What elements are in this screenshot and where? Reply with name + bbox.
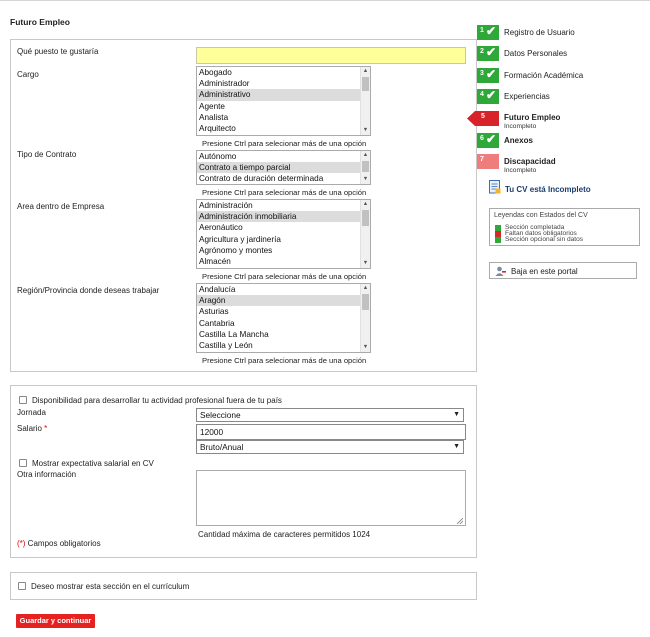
list-option[interactable]: Andalucía <box>199 285 236 294</box>
legend-item-text: Sección completada <box>505 224 565 231</box>
legend-item-text: Sección opcional sin datos <box>505 236 584 243</box>
ctrl-hint: Presione Ctrl para selecionar más de una opción <box>202 139 367 148</box>
scrollbar[interactable] <box>360 67 370 135</box>
current-step-arrow-icon <box>467 111 499 126</box>
puesto-input[interactable] <box>196 47 466 64</box>
salario-label-text: Salario <box>17 424 42 433</box>
step-status-badge <box>477 133 499 148</box>
region-listbox[interactable] <box>196 283 371 353</box>
tipo-contrato-label: Tipo de Contrato <box>17 150 77 159</box>
otra-info-textarea[interactable] <box>196 470 466 526</box>
optional-status-icon <box>495 237 501 243</box>
mostrar-expectativa-label: Mostrar expectativa salarial en CV <box>32 459 154 468</box>
resize-grip-icon[interactable] <box>457 518 463 524</box>
save-continue-button[interactable]: Guardar y continuar <box>16 614 95 628</box>
ctrl-hint: Presione Ctrl para selecionar más de una opción <box>202 188 367 197</box>
list-option[interactable]: Castilla y León <box>199 340 253 350</box>
region-label: Región/Provincia donde deseas trabajar <box>17 286 160 295</box>
list-option[interactable]: Administrativo <box>197 89 370 100</box>
list-option[interactable]: Cantabria <box>199 318 235 328</box>
area-label: Area dentro de Empresa <box>17 202 105 211</box>
salario-input[interactable]: 12000 <box>196 424 466 440</box>
legend-title: Leyendas con Estados del CV <box>494 212 588 219</box>
scroll-up-icon[interactable]: ▲ <box>362 68 369 74</box>
scroll-up-icon[interactable]: ▲ <box>362 201 369 207</box>
list-option[interactable]: Aragón <box>197 295 370 306</box>
required-note-text: Campos obligatorios <box>25 539 101 548</box>
step-number: 5 <box>481 113 485 120</box>
list-option[interactable]: Autónomo <box>199 152 237 161</box>
page-title: Futuro Empleo <box>10 17 70 27</box>
ctrl-hint: Presione Ctrl para selecionar más de una opción <box>202 356 367 365</box>
list-option[interactable]: Administración inmobiliaria <box>197 211 370 222</box>
step-status-badge <box>477 46 499 61</box>
cv-status-text: Tu CV está Incompleto <box>505 185 591 194</box>
step-status-text: Incompleto <box>504 167 537 174</box>
mostrar-seccion-checkbox[interactable] <box>18 582 26 590</box>
list-option[interactable]: Aeronáutico <box>199 223 243 233</box>
status-legend <box>489 208 640 246</box>
max-chars-note: Cantidad máxima de caracteres permitidos 1024 <box>198 530 371 539</box>
document-icon <box>489 180 501 194</box>
scroll-thumb[interactable] <box>362 77 369 91</box>
list-option[interactable]: Administrador <box>199 79 250 89</box>
list-option[interactable]: Contrato de duración determinada <box>199 174 324 184</box>
step-status-badge <box>477 68 499 83</box>
list-option[interactable]: Castilla La Mancha <box>199 329 269 339</box>
scroll-thumb[interactable] <box>362 210 369 226</box>
area-listbox[interactable] <box>196 199 371 269</box>
dropdown-arrow-icon: ▼ <box>453 411 460 418</box>
step-label: Datos Personales <box>504 49 568 58</box>
salario-period-value: Bruto/Anual <box>200 442 244 452</box>
scroll-down-icon[interactable]: ▼ <box>362 127 369 133</box>
baja-label: Baja en este portal <box>511 267 578 276</box>
mostrar-seccion-label: Deseo mostrar esta sección en el currículum <box>31 582 190 591</box>
step-label: Formación Académica <box>504 71 584 80</box>
step-label: Anexos <box>504 136 533 145</box>
list-option[interactable]: Contrato a tiempo parcial <box>197 162 370 173</box>
step-status-badge <box>477 154 499 169</box>
list-option[interactable]: Agente <box>199 101 225 111</box>
list-option[interactable]: Almacén <box>199 256 231 266</box>
dropdown-arrow-icon: ▼ <box>453 443 460 450</box>
otra-info-label: Otra información <box>17 470 77 479</box>
scrollbar[interactable] <box>360 284 370 352</box>
required-mark: * <box>44 424 48 433</box>
scrollbar[interactable] <box>360 200 370 268</box>
list-option[interactable]: Agrónomo y montes <box>199 245 273 255</box>
step-label: Registro de Usuario <box>504 28 575 37</box>
scroll-down-icon[interactable]: ▼ <box>362 344 369 350</box>
list-option[interactable]: Administración <box>199 201 253 210</box>
step-label: Experiencias <box>504 92 550 101</box>
cargo-label: Cargo <box>17 70 39 79</box>
jornada-label: Jornada <box>17 408 46 417</box>
step-status-badge <box>477 25 499 40</box>
scroll-thumb[interactable] <box>362 161 369 172</box>
check-icon: ✔ <box>486 45 497 59</box>
legend-item-text: Faltan datos obligatorios <box>505 230 577 237</box>
step-status-text: Incompleto <box>504 123 537 130</box>
jornada-select[interactable] <box>196 408 464 422</box>
step-number: 7 <box>480 156 484 163</box>
step-number: 2 <box>480 48 484 55</box>
scroll-down-icon[interactable]: ▼ <box>362 176 369 182</box>
disponibilidad-label: Disponibilidad para desarrollar tu actividad profesional fuera de tu país <box>32 396 282 405</box>
scroll-up-icon[interactable]: ▲ <box>362 152 369 158</box>
salario-label <box>17 424 47 433</box>
check-icon: ✔ <box>486 24 497 38</box>
list-option[interactable]: Analista <box>199 112 229 122</box>
list-option[interactable]: Agricultura y jardinería <box>199 234 281 244</box>
step-label: Futuro Empleo <box>504 113 561 122</box>
step-number: 1 <box>480 27 484 34</box>
step-number: 4 <box>480 91 484 98</box>
check-icon: ✔ <box>486 88 497 102</box>
scroll-thumb[interactable] <box>362 294 369 310</box>
step-label: Discapacidad <box>504 157 556 166</box>
list-option[interactable]: Arquitecto <box>199 123 236 133</box>
jornada-value: Seleccione <box>200 410 241 420</box>
step-status-badge <box>477 89 499 104</box>
step-number: 3 <box>480 70 484 77</box>
salario-period-select[interactable] <box>196 440 464 454</box>
puesto-label: Qué puesto te gustaría <box>17 47 99 56</box>
check-icon: ✔ <box>486 67 497 81</box>
top-divider <box>0 0 650 1</box>
scrollbar[interactable] <box>360 151 370 184</box>
check-icon: ✔ <box>486 132 497 146</box>
scroll-down-icon[interactable]: ▼ <box>362 260 369 266</box>
tipo-contrato-listbox[interactable] <box>196 150 371 185</box>
baja-portal-button[interactable] <box>489 262 637 279</box>
list-option[interactable]: Asturias <box>199 307 229 317</box>
disponibilidad-checkbox[interactable] <box>19 396 27 404</box>
mostrar-expectativa-checkbox[interactable] <box>19 459 27 467</box>
list-option[interactable]: Abogado <box>199 68 232 77</box>
required-note-mark: (*) <box>17 539 26 548</box>
required-note <box>17 539 101 548</box>
step-number: 6 <box>480 135 484 142</box>
cargo-listbox[interactable] <box>196 66 371 136</box>
ctrl-hint: Presione Ctrl para selecionar más de una opción <box>202 272 367 281</box>
scroll-up-icon[interactable]: ▲ <box>362 285 369 291</box>
user-remove-icon <box>495 266 506 276</box>
